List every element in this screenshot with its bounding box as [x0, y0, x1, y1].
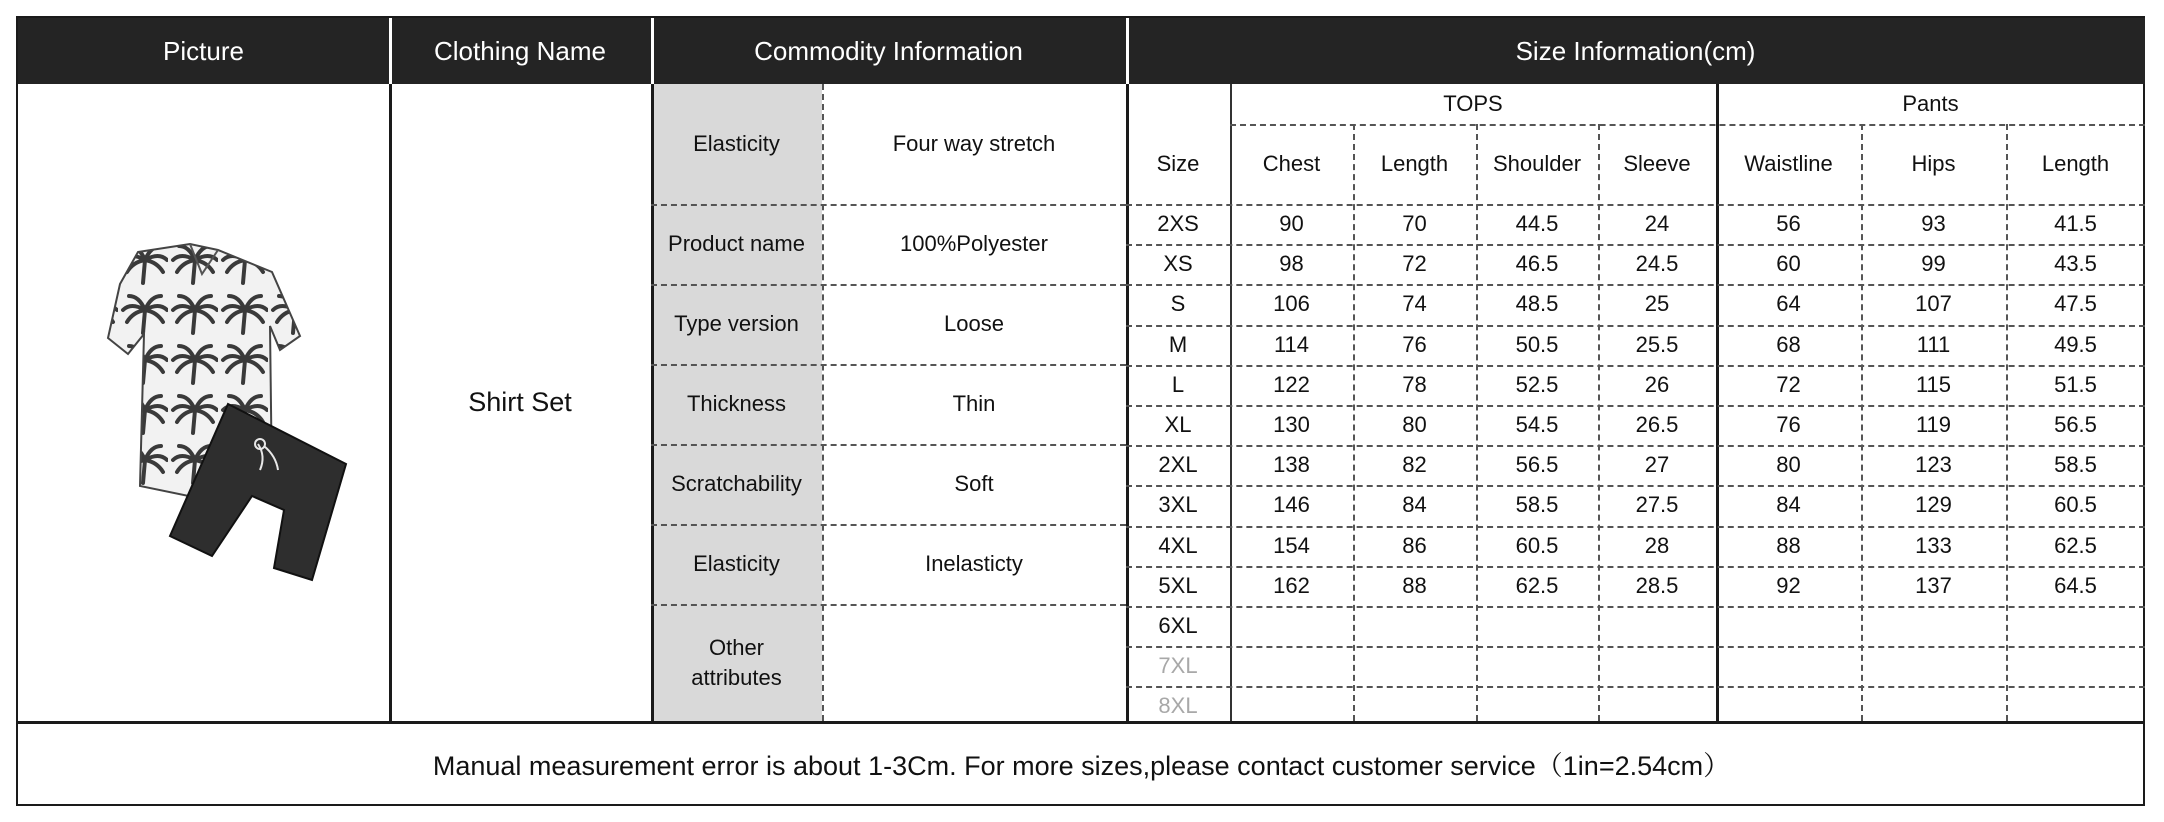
size-value: 56.5 — [1515, 452, 1559, 478]
commodity-value — [822, 604, 1126, 721]
size-value: 60.5 — [1515, 532, 1559, 558]
commodity-label: Product name — [651, 204, 822, 284]
size-label: 4XL — [1158, 532, 1198, 558]
commodity-value: Four way stretch — [892, 131, 1056, 156]
size-value: 44.5 — [1515, 211, 1559, 237]
column-header: Length — [2041, 151, 2110, 176]
size-value: 28 — [1644, 532, 1670, 558]
size-value: 48.5 — [1515, 291, 1559, 317]
size-value: 24 — [1644, 211, 1670, 237]
row-divider — [1126, 445, 2145, 447]
size-value: 64 — [1776, 291, 1801, 317]
header-size-information: Size Information(cm) — [1126, 18, 2145, 84]
row-divider — [1126, 526, 2145, 528]
size-value: 25.5 — [1635, 331, 1679, 357]
row-divider — [651, 524, 1126, 526]
size-value: 88 — [1776, 532, 1801, 558]
row-divider — [651, 604, 1126, 606]
column-divider — [1716, 84, 1719, 721]
commodity-label: Elasticity — [651, 84, 822, 204]
commodity-value: Inelasticty — [925, 551, 1023, 576]
size-value — [1861, 606, 2006, 646]
size-value — [1230, 646, 1353, 686]
size-value: 106 — [1273, 291, 1310, 317]
row-divider — [1126, 606, 2145, 608]
commodity-value: Soft — [954, 471, 994, 496]
size-value: 111 — [1916, 331, 1951, 357]
header-clothing-name: Clothing Name — [389, 18, 651, 84]
row-divider — [1126, 686, 2145, 688]
size-label: 5XL — [1158, 572, 1198, 598]
size-label: L — [1171, 371, 1185, 397]
size-value: 137 — [1915, 572, 1952, 598]
size-value: 82 — [1402, 452, 1427, 478]
commodity-value: Thin — [952, 391, 996, 416]
row-divider — [1126, 405, 2145, 407]
size-value — [1861, 646, 2006, 686]
size-value: 54.5 — [1515, 412, 1559, 438]
commodity-label: Thickness — [651, 364, 822, 444]
size-value: 107 — [1915, 291, 1952, 317]
column-divider — [1230, 84, 1232, 721]
size-value — [1476, 606, 1598, 646]
size-value: 86 — [1402, 532, 1427, 558]
size-value: 138 — [1273, 452, 1310, 478]
size-label: 3XL — [1158, 492, 1198, 518]
column-header: Sleeve — [1623, 151, 1691, 176]
header-picture: Picture — [18, 18, 389, 84]
size-value: 119 — [1915, 412, 1952, 438]
size-value: 49.5 — [2054, 331, 2097, 357]
size-value: 26 — [1644, 371, 1670, 397]
size-value: 27.5 — [1635, 492, 1679, 518]
row-divider — [1126, 566, 2145, 568]
size-value: 58.5 — [1515, 492, 1559, 518]
commodity-label: Type version — [651, 284, 822, 364]
footer-note: Manual measurement error is about 1-3Cm. For more sizes,please contact customer service（1in=2.54cm） — [432, 751, 1731, 781]
size-value: 52.5 — [1515, 371, 1559, 397]
size-value: 50.5 — [1515, 331, 1559, 357]
row-divider — [651, 204, 1126, 206]
column-divider — [1126, 84, 1129, 721]
column-header: Waistline — [1744, 151, 1833, 176]
size-label: M — [1168, 331, 1188, 357]
commodity-label: Scratchability — [651, 444, 822, 524]
column-header: Chest — [1262, 151, 1321, 176]
size-value: 62.5 — [2054, 532, 2097, 558]
size-value: 78 — [1402, 371, 1427, 397]
row-divider — [1126, 244, 2145, 246]
size-label: 2XL — [1158, 452, 1198, 478]
size-value — [2006, 646, 2145, 686]
size-value: 64.5 — [2054, 572, 2097, 598]
size-label: S — [1170, 291, 1186, 317]
size-value: 46.5 — [1515, 251, 1559, 277]
row-divider — [1126, 365, 2145, 367]
size-value — [1230, 606, 1353, 646]
size-value: 80 — [1776, 452, 1801, 478]
size-value: 70 — [1402, 211, 1427, 237]
size-value: 47.5 — [2054, 291, 2097, 317]
row-divider — [651, 444, 1126, 446]
column-divider — [822, 84, 824, 721]
size-value: 24.5 — [1635, 251, 1679, 277]
column-divider — [1353, 124, 1355, 721]
size-value: 130 — [1273, 412, 1310, 438]
column-divider — [1861, 124, 1863, 721]
size-value: 80 — [1402, 412, 1427, 438]
column-header: Length — [1380, 151, 1449, 176]
size-label: XL — [1164, 412, 1192, 438]
size-value: 60 — [1776, 251, 1801, 277]
size-value: 72 — [1776, 371, 1801, 397]
size-value: 123 — [1915, 452, 1952, 478]
size-value — [1716, 606, 1861, 646]
size-value: 41.5 — [2054, 211, 2097, 237]
size-value: 88 — [1402, 572, 1427, 598]
size-value: 27 — [1644, 452, 1670, 478]
group-header-tops: TOPS — [1443, 91, 1503, 116]
column-header: Hips — [1911, 151, 1956, 176]
size-value: 84 — [1402, 492, 1427, 518]
size-value: 25 — [1644, 291, 1670, 317]
size-value: 115 — [1915, 371, 1952, 397]
size-label: 6XL — [1158, 613, 1198, 639]
row-divider — [651, 364, 1126, 366]
column-divider — [651, 84, 654, 721]
size-value: 154 — [1273, 532, 1310, 558]
column-header: Size — [1156, 151, 1200, 176]
commodity-value: 100%Polyester — [900, 231, 1048, 256]
column-divider — [1598, 124, 1600, 721]
size-value — [1716, 646, 1861, 686]
size-value — [1353, 606, 1476, 646]
size-label: XS — [1163, 251, 1193, 277]
row-divider — [1126, 646, 2145, 648]
size-value: 146 — [1273, 492, 1310, 518]
header-divider — [389, 18, 392, 84]
size-value: 98 — [1279, 251, 1304, 277]
commodity-value: Loose — [944, 311, 1004, 336]
size-value — [1598, 646, 1716, 686]
column-divider — [389, 84, 392, 721]
size-value: 43.5 — [2054, 251, 2097, 277]
size-value: 99 — [1921, 251, 1946, 277]
size-value: 129 — [1915, 492, 1952, 518]
size-value — [1353, 646, 1476, 686]
column-divider — [1476, 124, 1478, 721]
row-divider — [1126, 325, 2145, 327]
size-value: 51.5 — [2054, 371, 2097, 397]
commodity-label: Elasticity — [651, 524, 822, 604]
size-value: 114 — [1273, 331, 1310, 357]
column-header: Shoulder — [1492, 151, 1582, 176]
column-divider — [2006, 124, 2008, 721]
header-commodity-information: Commodity Information — [651, 18, 1126, 84]
row-divider — [651, 284, 1126, 286]
size-value: 74 — [1402, 291, 1427, 317]
size-value: 84 — [1776, 492, 1801, 518]
size-value: 122 — [1273, 371, 1310, 397]
size-value: 68 — [1776, 331, 1801, 357]
size-label: 7XL — [1158, 653, 1198, 679]
size-value: 26.5 — [1635, 412, 1679, 438]
product-picture — [68, 238, 358, 618]
row-divider — [1126, 485, 2145, 487]
clothing-name: Shirt Set — [468, 387, 572, 417]
size-value: 60.5 — [2054, 492, 2097, 518]
size-value: 76 — [1402, 331, 1427, 357]
size-value: 56.5 — [2054, 412, 2097, 438]
size-value: 58.5 — [2054, 452, 2097, 478]
size-value: 62.5 — [1515, 572, 1559, 598]
size-value — [2006, 606, 2145, 646]
size-value: 72 — [1402, 251, 1427, 277]
size-value: 162 — [1273, 572, 1310, 598]
row-divider — [1126, 284, 2145, 286]
header-divider — [651, 18, 654, 84]
commodity-label: Other attributes — [651, 604, 822, 721]
row-divider — [1126, 204, 2145, 206]
size-value: 56 — [1776, 211, 1801, 237]
size-value — [1598, 606, 1716, 646]
size-value: 92 — [1776, 572, 1801, 598]
header-divider — [1126, 18, 1129, 84]
size-label: 2XS — [1157, 211, 1199, 237]
group-header-pants: Pants — [1902, 91, 1959, 116]
size-value: 76 — [1776, 412, 1801, 438]
size-value — [1476, 646, 1598, 686]
size-chart-table — [16, 16, 2145, 806]
size-value: 90 — [1279, 211, 1304, 237]
size-value: 93 — [1921, 211, 1946, 237]
size-label: 8XL — [1158, 693, 1198, 719]
size-value: 133 — [1915, 532, 1952, 558]
footer-divider — [18, 721, 2145, 724]
size-value: 28.5 — [1635, 572, 1679, 598]
